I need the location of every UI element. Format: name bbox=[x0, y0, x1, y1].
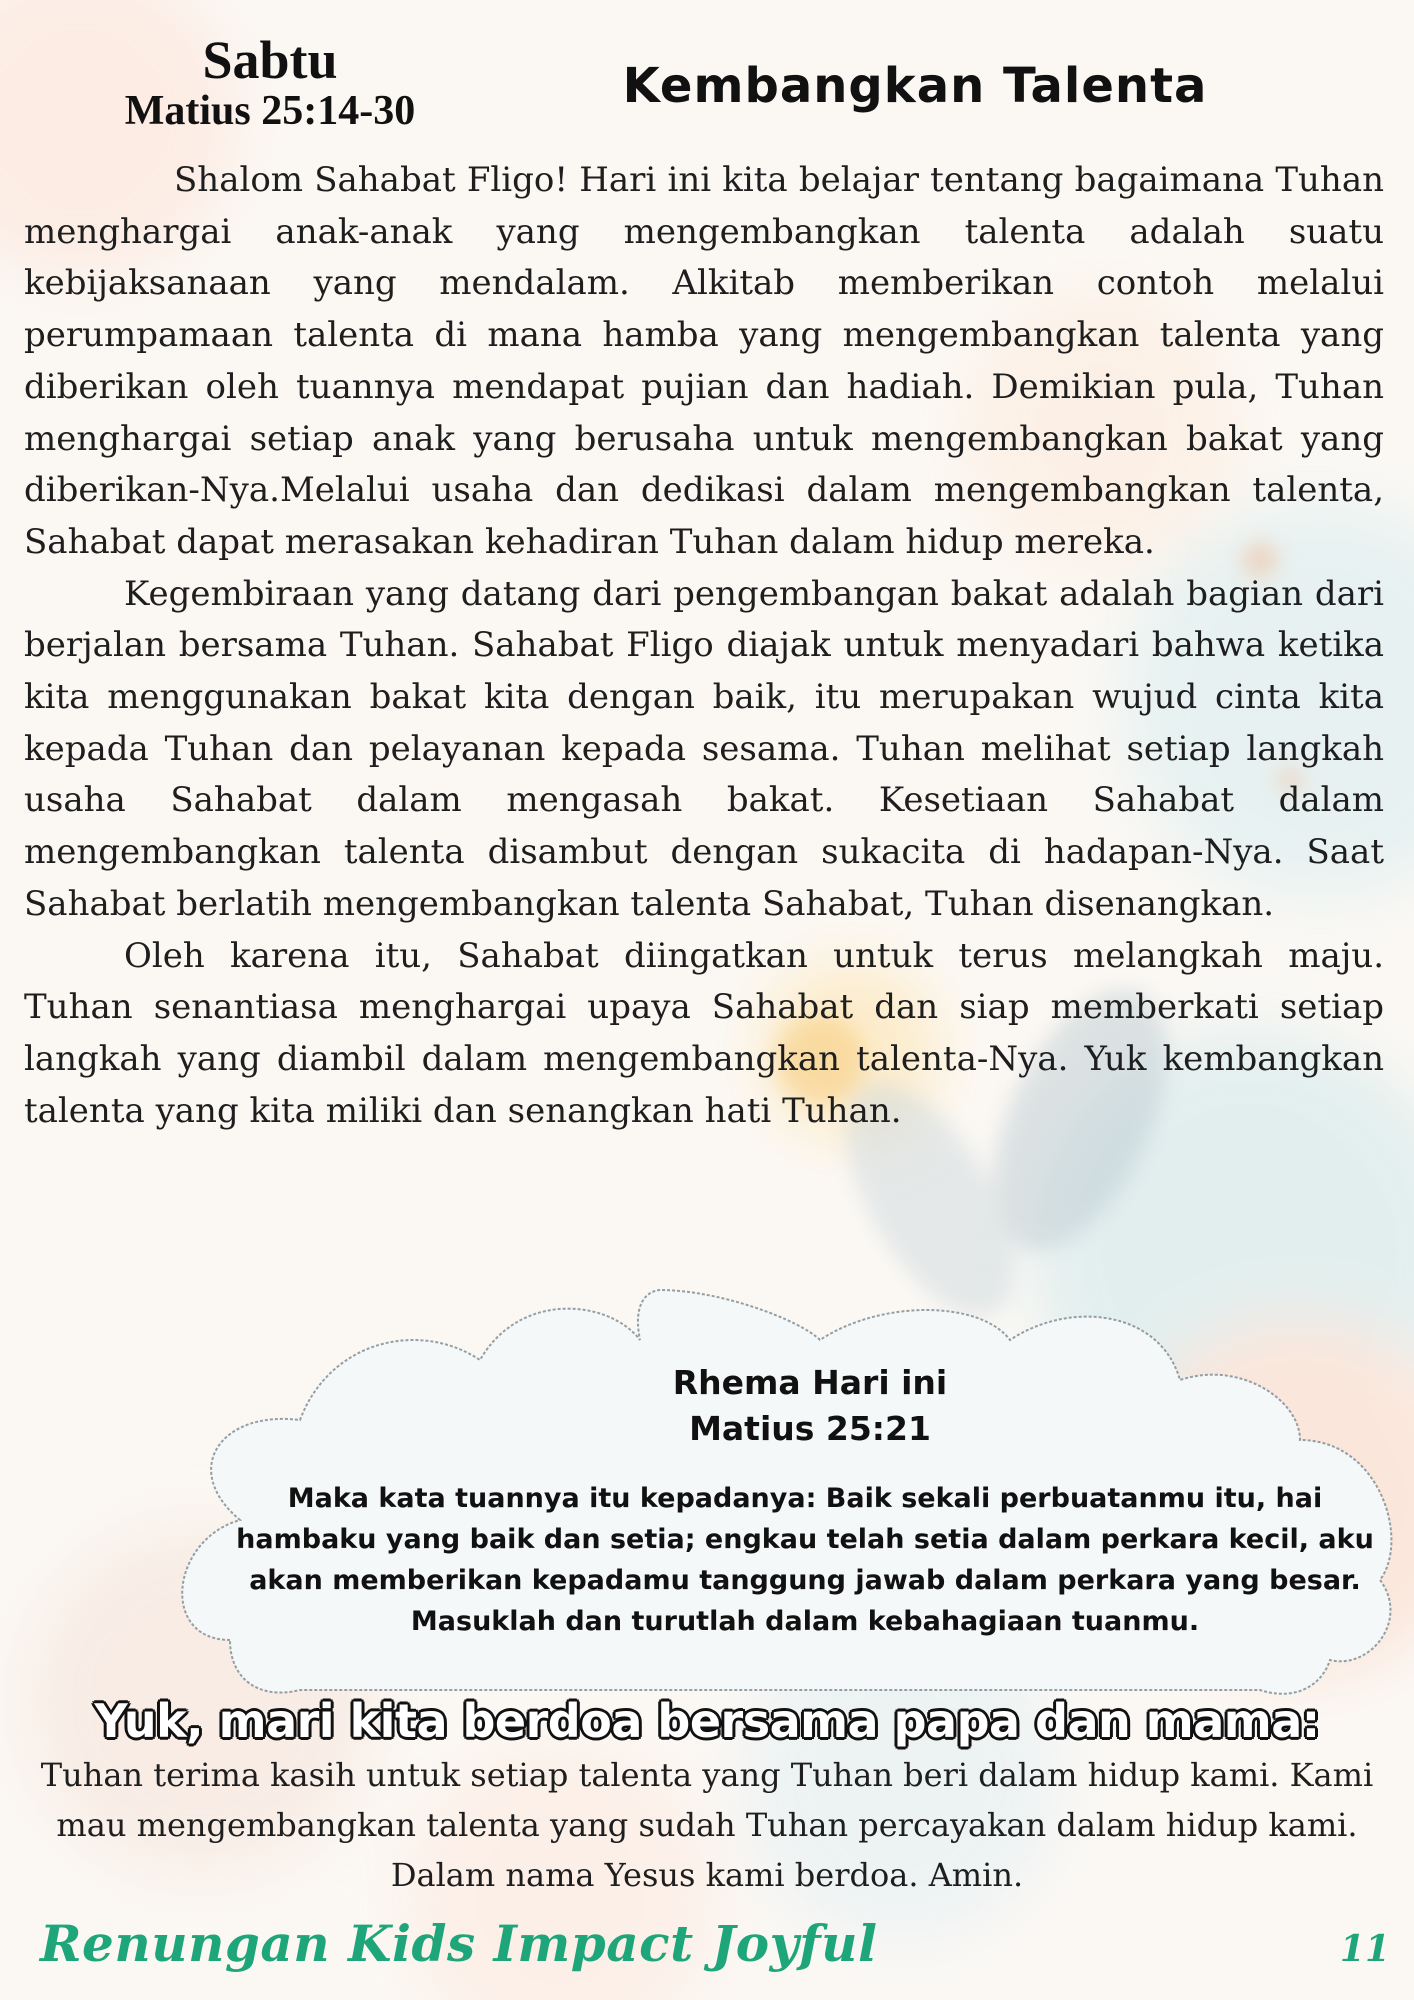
rhema-verse-text: Maka kata tuannya itu kepadanya: Baik sekali perbuatanmu itu, hai hambaku yang baik dan setia; engkau telah setia dalam perkara kecil, aku akan memberikan kepadamu tanggung jawab dalam perkara yang besar. Masuklah dan turutlah dalam kebahagiaan tuanmu. bbox=[236, 1483, 1374, 1637]
devotion-paragraph-1: Shalom Sahabat Fligo! Hari ini kita belajar tentang bagaimana Tuhan menghargai anak-anak yang mengembangkan talenta adalah suatu kebijaksanaan yang mendalam. Alkitab memberikan contoh melalui perumpamaan talenta di mana hamba yang mengembangkan talenta yang diberikan oleh tuannya mendapat pujian dan hadiah. Demikian pula, Tuhan menghargai setiap anak yang berusaha untuk mengembangkan bakat yang diberikan-Nya.Melalui usaha dan dedikasi dalam mengembangkan talenta, Sahabat dapat merasakan kehadiran Tuhan dalam hidup mereka. bbox=[24, 160, 1384, 562]
day-label: Sabtu bbox=[202, 30, 338, 90]
prayer-heading: Yuk, mari kita berdoa bersama papa dan mama: bbox=[94, 1694, 1320, 1748]
rhema-heading-block bbox=[580, 1360, 1040, 1452]
page-number: 11 bbox=[1339, 1928, 1390, 1970]
devotion-body bbox=[24, 155, 1384, 1137]
page-title: Kembangkan Talenta bbox=[622, 58, 1208, 114]
prayer-text: Tuhan terima kasih untuk setiap talenta yang Tuhan beri dalam hidup kami. Kami mau mengembangkan talenta yang sudah Tuhan percayakan dalam hidup kami. Dalam nama Yesus kami berdoa. Amin. bbox=[40, 1756, 1374, 1894]
scripture-reference: Matius 25:14-30 bbox=[124, 88, 416, 134]
rhema-heading: Rhema Hari ini bbox=[672, 1363, 948, 1402]
rhema-verse-reference: Matius 25:21 bbox=[689, 1409, 931, 1448]
devotion-paragraph-3: Oleh karena itu, Sahabat diingatkan untuk terus melangkah maju. Tuhan senantiasa menghargai upaya Sahabat dan siap memberkati setiap langkah yang diambil dalam mengembangkan talenta-Nya. Yuk kembangkan talenta yang kita miliki dan senangkan hati Tuhan. bbox=[24, 935, 1384, 1131]
devotion-paragraph-2: Kegembiraan yang datang dari pengembangan bakat adalah bagian dari berjalan bersama Tuhan. Sahabat Fligo diajak untuk menyadari bahwa ketika kita menggunakan bakat kita dengan baik, itu merupakan wujud cinta kita kepada Tuhan dan pelayanan kepada sesama. Tuhan melihat setiap langkah usaha Sahabat dalam mengasah bakat. Kesetiaan Sahabat dalam mengembangkan talenta disambut dengan sukacita di hadapan-Nya. Saat Sahabat berlatih mengembangkan talenta Sahabat, Tuhan disenangkan. bbox=[24, 573, 1384, 924]
footer-brand: Renungan Kids Impact Joyful bbox=[40, 1914, 878, 1973]
